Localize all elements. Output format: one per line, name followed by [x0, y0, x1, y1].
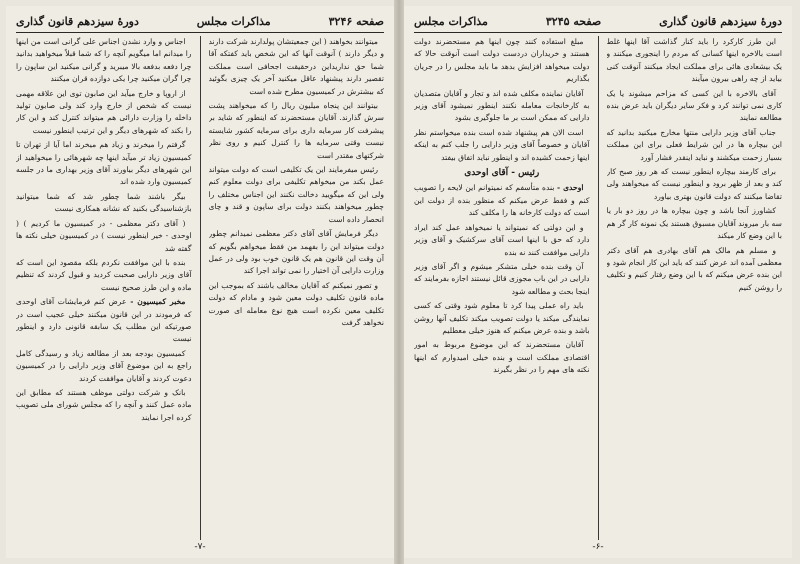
left-page: [6, 6, 394, 558]
section-heading: رئیس - آقای اوحدی: [464, 168, 540, 179]
paragraph: گرفتم را میخرند و زیاد هم میخرند اما آیا از تهران تا کمیسیون زیاد تر میآید اینها چه شهرهائی را میخواهید از این شهرهای دیگر بیاورند آقای وزیر بهداری ما در جلسه کمیسیون وارد شده اند: [16, 140, 192, 187]
paragraph: است الان هم پیشنهاد شده است بنده میخواستم نظر آقایان و خصوصاً آقای وزیر دارایی را جلب کنم به اینکه اینها زحمت کشیده اند و اینطور نباید اتفاق بیفتد: [414, 127, 590, 162]
left-page-footer-number: -۷-: [194, 542, 206, 552]
paragraph: آن وقت بنده خیلی متشکر میشوم و اگر آقای وزیر دارایی در این باب مجوزی قائل نیستند اجازه بفرمایند که اینجا بحث و مطالعه شود: [414, 261, 590, 296]
paragraph: مبلغ استفاده کنند چون اینها هم مستحضرند دولت هستند و خریداران دردست دولت است آنوقت حالا که دولت میخواهد افزایش بدهد ما باید مجلس را در جریان بگذاریم: [414, 37, 590, 84]
speech-text: عرض کنم فرمایشات آقای اوحدی که فرمودند در این قانون میکنند خیلی عجیب است در صورتیکه این مطلب یک سابقه قانونی دارد و اینطور نیست: [16, 297, 192, 344]
paragraph: آقای بالاخره با این کسی که مزاحم میشوند یا یک کاری نمی توانند کرد و فکر سایر دیگران باید عرض بنده مطالعه نمایند: [606, 88, 782, 123]
paragraph: و این دولتی که نمیتواند یا نمیخواهد عمل کند ایراد دارد که حق با اینها است آقای سرکشیک و آقای وزیر دارایی موافقت کنند نه بنده: [414, 222, 590, 257]
paragraph: بنده با این موافقت نکردم بلکه مقصود این است که آقای وزیر دارایی صحبت کردید و قبول کردند که تنظیم ماده و این طرز صحیح نیست: [16, 257, 192, 292]
paragraph: دیگر فرمایش آقای آقای دکتر معظمی نمیدانم چطور دولت میتواند این را بفهمد من فقط میخواهم بگویم که آن وقت این قانون هم یک قانون خوب بود ولی در عمل وزارت دارایی آن اختیار را نمی تواند اجرا کند: [208, 229, 384, 276]
speaker-name: مخبر کمیسیون -: [130, 297, 186, 307]
paragraph: بیگر باشند شما چطور شد که شما میتوانید بازشناسیدگی بکنید که نشانه همکاری نیست: [16, 191, 192, 214]
speech-text: بنده متأسفم که نمیتوانم این لایحه را تصویب کنم و فقط عرض میکنم که منظور بنده از دولت این است که دولت کارخانه ها را مکلف کند: [414, 183, 590, 218]
column-divider: [598, 36, 599, 540]
paragraph: رئیس میفرمایند این یک تکلیفی است که دولت میتواند عمل بکند من میخواهم تکلیفی برای دولت معلوم کنم ولی این که میگویید دخالت نکنند این اجناس مختلف را چطور میخواهند بکنند دولت برای ساپون و قند و چای انحصار داده است: [208, 165, 384, 224]
speaker-name: اوحدی -: [557, 183, 584, 193]
speaker-paragraph: [16, 296, 192, 346]
left-header-session: دورهٔ سیزدهم قانون گذاری: [16, 14, 139, 28]
column-divider: [200, 36, 201, 540]
left-page-header: [16, 10, 384, 33]
left-page-left-column: [16, 36, 192, 540]
right-page-left-column: [414, 36, 590, 540]
right-page-header: [414, 10, 782, 33]
paragraph: ( آقای دکتر معظمی - در کمیسیون ما کردیم ) ( اوحدی - خیر اینطور نیست ) در کمیسیون خیلی نکته ها گفته شد: [16, 218, 192, 253]
paragraph: کشاورز آنجا باشد و چون بیچاره ها در روز دو بار یا سه بار میروند آقایان مسبوق هستند یک نمونه کار گر هم با این وضع کار میکند: [606, 206, 782, 241]
right-header-title: مذاکرات مجلس: [414, 14, 488, 28]
paragraph: این طرز کارکرد را باید کنار گذاشت آقا اینها غلط است بالاخره اینها کسانی که مردم را اینجوری میکنند و یک بیشعادی هائی برای مملکت ایجاد میکنند آنوقت کنی بیاید از چه راهی بیرون میآیند: [606, 37, 782, 84]
left-header-page-number: صفحه ۳۲۴۶: [328, 14, 384, 28]
paragraph: میتوانند بخواهند ( این جمعیتشان پولدارند شرکت دارند و دیگر دارند ) آنوقت آنها که این شخص باید کفتکه آقا شما حق نداریداین درحقیقت اجحافی است مملکت تقصیر دارند پیشنهاد عاقل میکنید آخر یک چیزی بگوئید که بیشترش در کمیسیون مطرح شده است: [208, 37, 384, 96]
paragraph: و تصور نمیکنم که آقایان مخالف باشند که بموجب این ماده قانون تکلیف دولت معین شود و مادام که دولت تکلیف معین نکرده است هیچ نوع معامله ای صورت نخواهد گرفت: [208, 280, 384, 327]
paragraph: آقایان نماینده مکلف شده اند و تجار و آقایان متصدیان به کارخانجات معامله نکنند اینطور نمیشود آقای وزیر دارایی که ممکن است بر ما جلوگیری بشود: [414, 88, 590, 123]
book-gutter: [394, 0, 404, 564]
paragraph: و مسلم هم مالک هم آقای بهادری هم آقای دکتر معظمی آمده اند عرض کنند که باید این کار انجام شود و این بنده عرض میکنم که با این وضع رفتار کنیم و تکلیف را روشن کنیم: [606, 245, 782, 292]
paragraph: بانک و شرکت دولتی موظف هستند که مطابق این ماده عمل کنند و آنچه را که مجلس شورای ملی تصویب کرده اجرا نمایند: [16, 387, 192, 422]
right-header-session: دورهٔ سیزدهم قانون گذاری: [659, 14, 782, 28]
paragraph: باید راه عملی پیدا کرد تا معلوم شود وقتی که کسی نمایندگی میکند یا دولت تصویب میکند تکلیف آنها روشن باشد و بنده عرض میکنم که هنوز خیلی معطلیم: [414, 301, 590, 335]
right-page-footer-number: -۶-: [592, 542, 604, 552]
speaker-paragraph: [414, 182, 590, 219]
paragraph: بیتوانند این پنجاه میلیون ریال را که میخواهند پشت سرش گذارند. آقایان مستحضرند که اینطور که شاید بر پیشرفت کار سرمایه داری برای سرمایه کشور شایسته نیست وقتی سرمایه ها را کنترل کنیم و روی نظر شرکتهای مقتدر است: [208, 101, 384, 160]
paragraph: جناب آقای وزیر دارایی منتها مخارج میکنید بدانید که این بیچاره ها در این شرایط فعلی برای این مملکت بسیار زحمت میکشند و نباید اینقدر فشار آورد: [606, 127, 782, 162]
paragraph: برای کارمند بیچاره اینطور نیست که هر روز صبح کار کند و بعد از ظهر برود و اینطور نیست که میخواهند ولی تقاضا میکنند که دولت قانون بهتری بیاورد: [606, 167, 782, 201]
paragraph: از اروپا و خارج میآید این صابون توی این علاقه مهمی نیست که شخص از خارج وارد کند ولی صابون تولید داخله را وزارت دارائی هم میتواند کنترل کند و این کار را بکند که شهرهای دیگر و این ترتیب اینطور نیست: [16, 88, 192, 135]
paragraph: کمیسیون بودجه بعد از مطالعه زیاد و رسیدگی کامل راجع به این موضوع آقای وزیر دارایی را در کمیسیون دعوت کردند و آقایان موافقت کردند: [16, 348, 192, 383]
paragraph: اجناس و وارد نشدن اجناس علی گرانی است من اینها را میدانم اما میگویم آنچه را که شما قبلاً میخواهید بدانید چرا دفعه بدفعه بالا میبرید و گرانی میکنید این ساپون را چرا گران میکنید چرا یکی دوازده قران میکنند: [16, 37, 192, 84]
right-page: [404, 6, 792, 558]
paragraph: آقایان مستحضرند که این موضوع مربوط به امور اقتصادی مملکت است و بنده خیلی امیدوارم که اینها نکته های مهم را در نظر بگیرند: [414, 340, 590, 375]
right-page-columns: [414, 36, 782, 540]
right-header-page-number: صفحه ۳۲۴۵: [545, 14, 602, 28]
right-page-right-column: [607, 36, 783, 540]
left-header-title: مذاکرات مجلس: [196, 14, 271, 28]
left-page-right-column: [209, 36, 385, 540]
left-page-columns: [16, 36, 384, 540]
